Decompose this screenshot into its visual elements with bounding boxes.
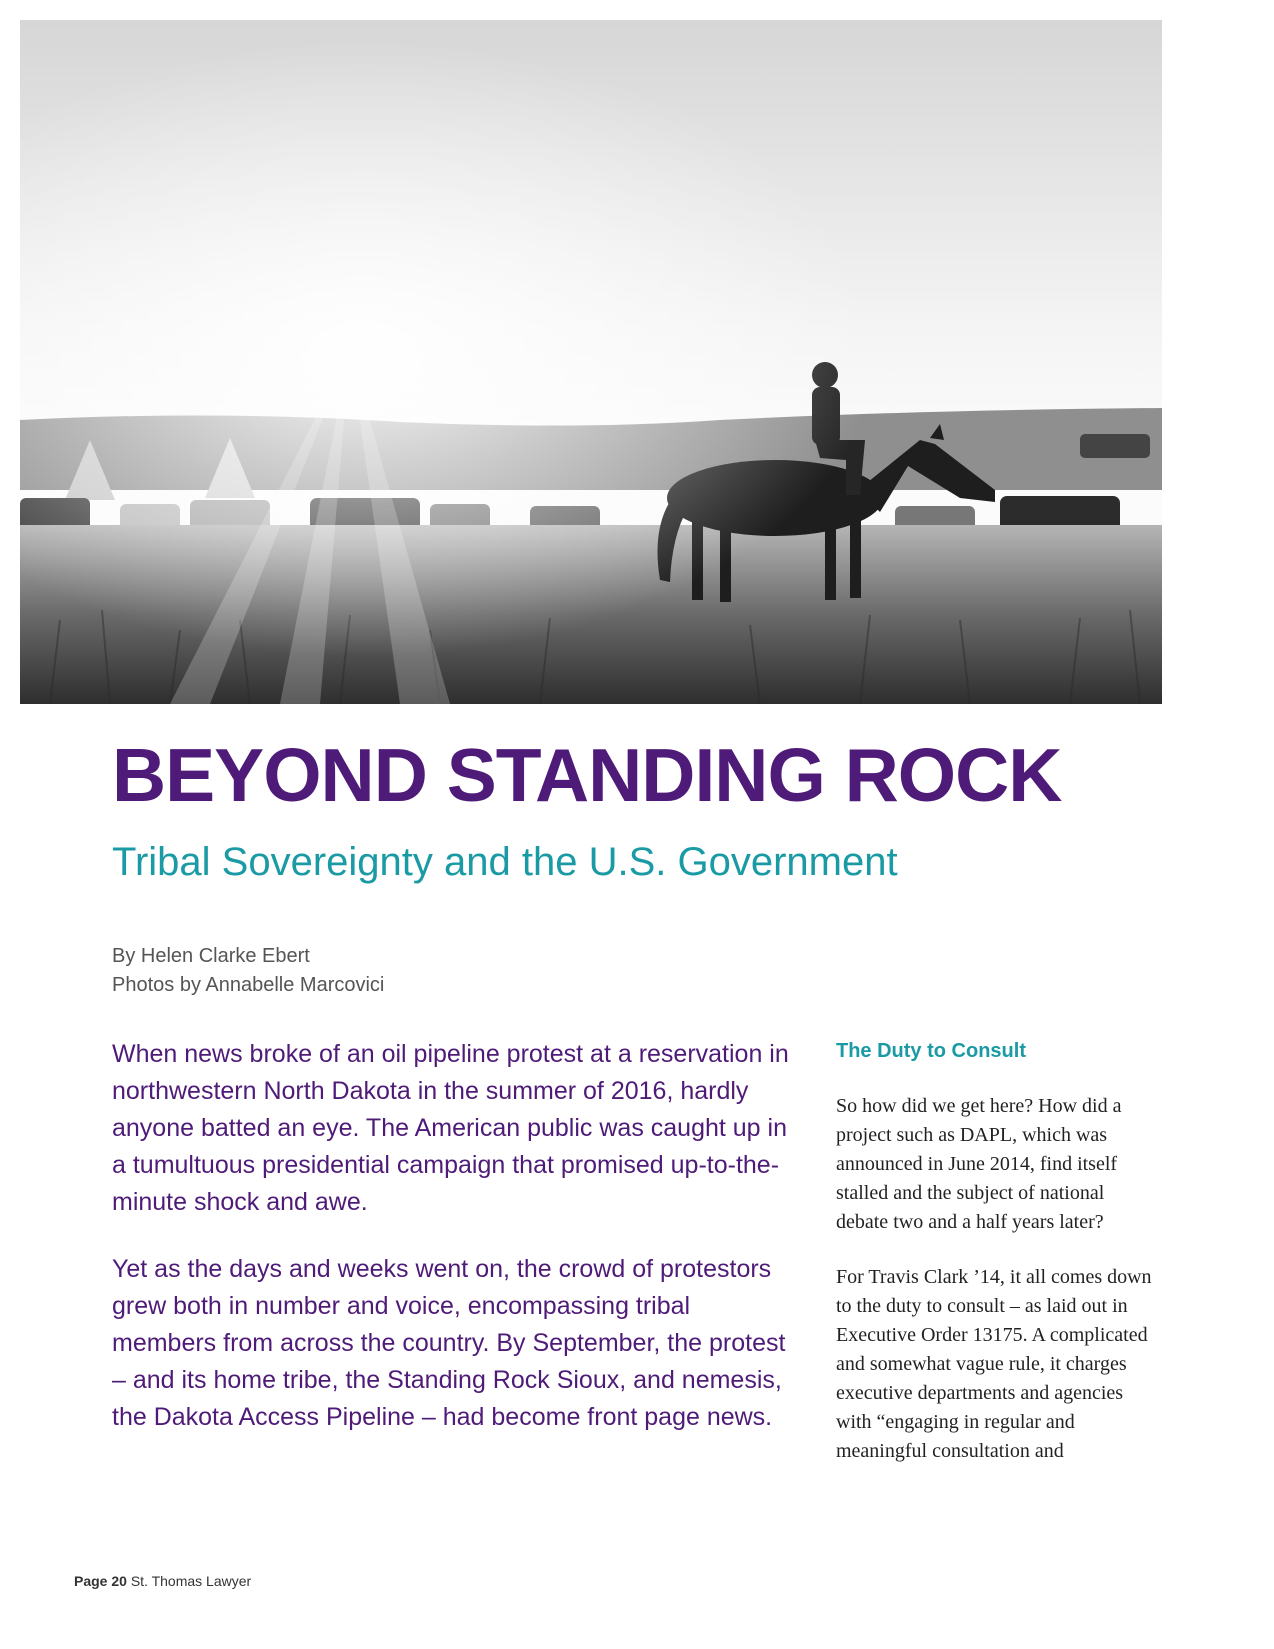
hero-photo — [20, 20, 1162, 704]
author-credit: By Helen Clarke Ebert — [112, 945, 310, 967]
sidebar-paragraph: For Travis Clark ’14, it all comes down to the duty to consult – as laid out in Executive Order 13175. A complicated and somewhat vague rule, it charges executive departments and agencies with “engaging in regular and meaningful consultation and — [836, 1266, 1152, 1462]
byline — [112, 942, 384, 1000]
sidebar-heading: The Duty to Consult — [836, 1040, 1026, 1062]
lead-paragraph: When news broke of an oil pipeline protest at a reservation in northwestern North Dakota in the summer of 2016, hardly anyone batted an eye. The American public was caught up in a tumultuous presidential campaign that promised up-to-the-minute shock and awe. — [112, 1040, 789, 1216]
article-title: BEYOND STANDING ROCK — [112, 733, 1062, 817]
page-footer — [74, 1572, 251, 1590]
sidebar-column — [836, 1036, 1156, 1492]
lead-text — [112, 1036, 792, 1466]
lead-paragraph: Yet as the days and weeks went on, the crowd of protestors grew both in number and voice, encompassing tribal members from across the country. By September, the protest – and its home tribe, the Standing Rock Sioux, and nemesis, the Dakota Access Pipeline – had become front page news. — [112, 1255, 786, 1431]
photo-credit: Photos by Annabelle Marcovici — [112, 974, 385, 996]
sidebar-paragraph: So how did we get here? How did a project such as DAPL, which was announced in June 2014, find itself stalled and the subject of national debate two and a half years later? — [836, 1095, 1122, 1233]
article-subtitle: Tribal Sovereignty and the U.S. Government — [112, 840, 898, 884]
publication-name: St. Thomas Lawyer — [130, 1573, 252, 1589]
page-number: Page 20 — [74, 1573, 127, 1589]
